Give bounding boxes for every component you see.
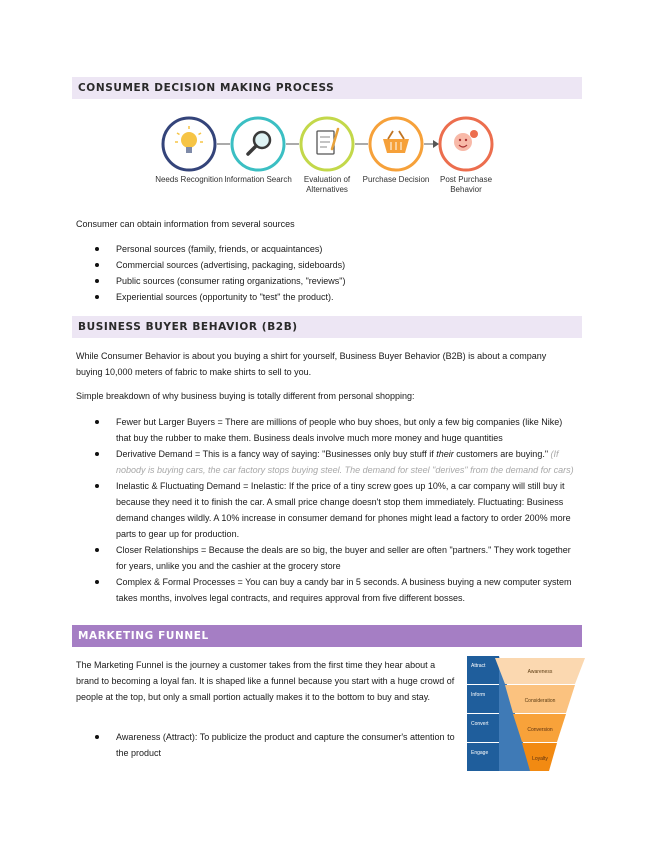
list-item: Closer Relationships = Because the deals are so big, the buyer and seller are often "partners." They work together for years, unlike you and the cashier at the grocery store [76, 542, 576, 574]
funnel-intro: The Marketing Funnel is the journey a customer takes from the first time they hear about a brand to becoming a loyal fan. It is shaped like a funnel because you start with a huge crowd of people at the top, but only a small portion actually makes it to the bottom to buy and stay. [76, 660, 455, 702]
funnel-left-label-inform: Inform [471, 692, 486, 698]
funnel-stage-label-awareness: Awareness [527, 669, 553, 675]
list-item: Inelastic & Fluctuating Demand = Inelastic: If the price of a tiny screw goes up 10%, a car company will still buy it because they need it to finish the car. A small price change doesn't stop them immediately. Fluctuating: Business demand changes wildly. A 10% increase in consumer demand for phones might lead a factory to order 200% more parts to gear up for production. [76, 478, 576, 542]
b2b-list [76, 414, 576, 606]
funnel-stage-left [467, 714, 499, 742]
funnel-list [76, 729, 456, 761]
step-label-information: Information Search [224, 175, 292, 184]
funnel-left-label-attract: Attract [471, 663, 486, 669]
funnel-stage-left [467, 743, 499, 771]
step-label-purchase: Purchase Decision [362, 175, 430, 184]
step-label-post: Post Purchase Behavior [439, 175, 493, 194]
funnel-left-label-engage: Engage [471, 750, 489, 756]
section-title: BUSINESS BUYER BEHAVIOR (B2B) [78, 321, 298, 333]
step-label-evaluation: Evaluation of Alternatives [303, 175, 351, 194]
b2b-intro: While Consumer Behavior is about you buying a shirt for yourself, Business Buyer Behavior (B2B) is about a company buying 10,000 meters of fabric to make shirts to sell to you. [76, 351, 547, 377]
funnel-stage-label-consideration: Consideration [524, 698, 556, 704]
list-item: Complex & Formal Processes = You can buy a candy bar in 5 seconds. A business buying a new computer system takes months, involves legal contracts, and requires approval from five different bosses. [76, 574, 576, 606]
list-item: Commercial sources (advertising, packaging, sideboards) [76, 257, 556, 273]
funnel-stage-left [467, 685, 499, 713]
derivative-demand-text: Derivative Demand = This is a fancy way of saying: "Businesses only buy stuff if [116, 449, 437, 459]
step-evaluation [301, 118, 353, 170]
section-title: CONSUMER DECISION MAKING PROCESS [78, 82, 335, 94]
list-item [76, 446, 576, 478]
funnel-stage-left [467, 656, 499, 684]
section-header-funnel [72, 625, 582, 647]
list-item: Fewer but Larger Buyers = There are millions of people who buy shoes, but only a few big companies (like Nike) that buy the rubber to make them. Business deals involve much more money and huge quantities [76, 414, 576, 446]
section-title: MARKETING FUNNEL [78, 630, 209, 642]
derivative-demand-text-cont: customers are buying." [453, 449, 551, 459]
step-post-purchase [440, 118, 492, 170]
section-header-b2b [72, 316, 582, 338]
step-label-needs: Needs Recognition [155, 175, 223, 184]
funnel-left-label-convert: Convert [471, 721, 489, 727]
list-item: Experiential sources (opportunity to "test" the product). [76, 289, 556, 305]
sources-intro: Consumer can obtain information from several sources [76, 219, 295, 229]
sources-list [76, 241, 556, 305]
b2b-breakdown: Simple breakdown of why business buying is totally different from personal shopping: [76, 391, 415, 401]
step-needs-recognition [163, 118, 215, 170]
decision-process-diagram [0, 0, 655, 210]
funnel-stage-label-conversion: Conversion [527, 727, 553, 733]
step-information-search [232, 118, 284, 170]
list-item: Personal sources (family, friends, or acquaintances) [76, 241, 556, 257]
derivative-demand-example: (If nobody is buying cars, the car factory stops buying steel. The demand for steel "derives" from the demand for cars) [116, 449, 574, 475]
list-item: Public sources (consumer rating organizations, "reviews") [76, 273, 556, 289]
list-item: Awareness (Attract): To publicize the product and capture the consumer's attention to the product [76, 729, 456, 761]
step-purchase-decision [370, 118, 422, 170]
funnel-stage-label-loyalty: Loyalty [532, 756, 548, 762]
marketing-funnel-diagram [467, 656, 587, 774]
emphasis-their: their [436, 449, 454, 459]
